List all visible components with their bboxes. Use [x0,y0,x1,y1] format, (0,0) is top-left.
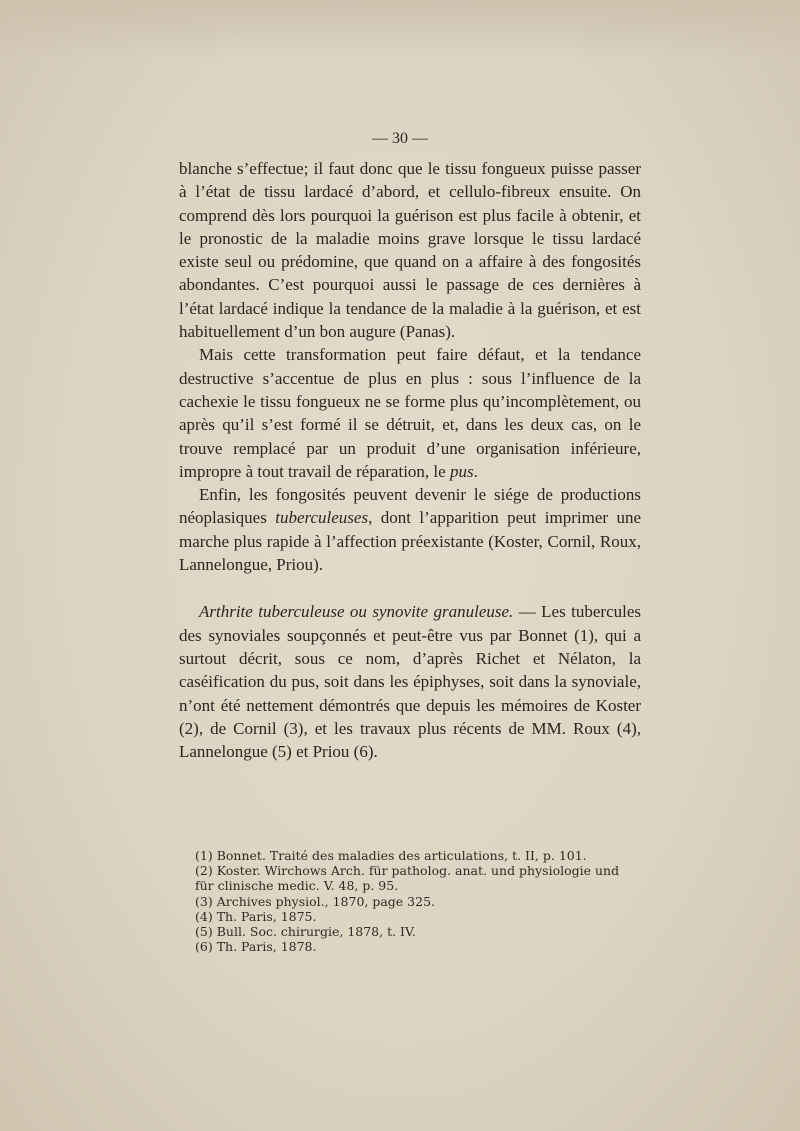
footnote-text: Th. Paris, 1878. [216,939,317,955]
paragraph-2-text-a: Mais cette transformation peut faire défaut, et la tendance destructive s’accentue de plus en plus : sous l’influence de la cachexie le tissu fongueux ne se forme plus qu’incomplètement, ou après qu’il s’est formé il se détruit, et, dans les deux cas, on le trouve remplacé par un produit d’une organisation inférieure, impropre à tout travail de réparation, le [179,345,641,481]
footnote-number: (2) [195,863,213,879]
section-body: — Les tubercules des synoviales soupçonnés et peut-être vus par Bonnet (1), qui a surtout décrit, sous ce nom, d’après Richet et Nélaton, la caséification du pus, soit dans les épiphyses, soit dans la synoviale, n’ont été nettement démontrés que depuis les mémoires de Koster (2), de Cornil (3), et les travaux plus récents de MM. Roux (4), Lannelongue (5) et Priou (6). [179,602,642,762]
paragraph-3-text-b: , dont l’apparition peut imprimer une marche plus rapide à l’affection préexistante (Koster, Cornil, Roux, Lannelongue, Priou). [179,508,641,575]
paragraph-2-italic: pus [449,461,474,481]
footnote-2 [179,863,641,893]
footnote-6 [179,939,641,954]
footnote-number: (1) [195,848,213,863]
paragraph-3 [179,483,641,576]
paragraph-1 [179,157,641,343]
paragraph-4 [179,600,641,763]
paragraph-2 [179,343,641,483]
footnote-3 [179,894,641,909]
paragraph-1-text: blanche s’effectue; il faut donc que le tissu fongueux puisse passer à l’état de tissu lardacé d’abord, et cellulo-fibreux ensuite. On comprend dès lors pourquoi la guérison est plus facile à obtenir, et le pronostic de la maladie moins grave lorsque le tissu lardacé existe seul ou prédomine, que quand on a affaire à des fongosités abondantes. C’est pourquoi aussi le passage de ces dernières à l’état lardacé indique la tendance de la maladie à la guérison, et est habituellement d’un bon augure (Panas). [179,159,641,342]
footnotes [179,848,641,954]
footnote-text: Bull. Soc. chirurgie, 1878, t. IV. [216,924,416,940]
section-title: Arthrite tuberculeuse ou synovite granuleuse. [199,602,514,622]
paragraph-3-text-a: Enfin, les fongosités peuvent devenir le siége de productions néoplasiques [179,485,641,528]
footnote-text: Th. Paris, 1875. [216,908,317,924]
footnote-text: Archives physiol., 1870, page 325. [216,893,436,909]
footnote-number: (5) [195,924,213,940]
footnote-number: (3) [195,893,213,909]
footnote-text: Bonnet. Traité des maladies des articulations, t. II, p. 101. [216,848,587,863]
body-text [179,157,641,763]
footnote-number: (4) [195,908,213,924]
footnote-5 [179,924,641,939]
page-number: — 30 — [372,130,428,147]
footnote-number: (6) [195,939,213,955]
footnote-4 [179,909,641,924]
footnote-1 [179,848,641,863]
paragraph-2-text-b: . [473,461,478,481]
paragraph-3-italic: tuberculeuses [275,508,369,528]
footnote-text: Koster. Wirchows Arch. für patholog. anat. und physiologie und für clinische medic. V. 48, p. 95. [195,863,620,894]
page-edge-shadow [0,0,800,60]
